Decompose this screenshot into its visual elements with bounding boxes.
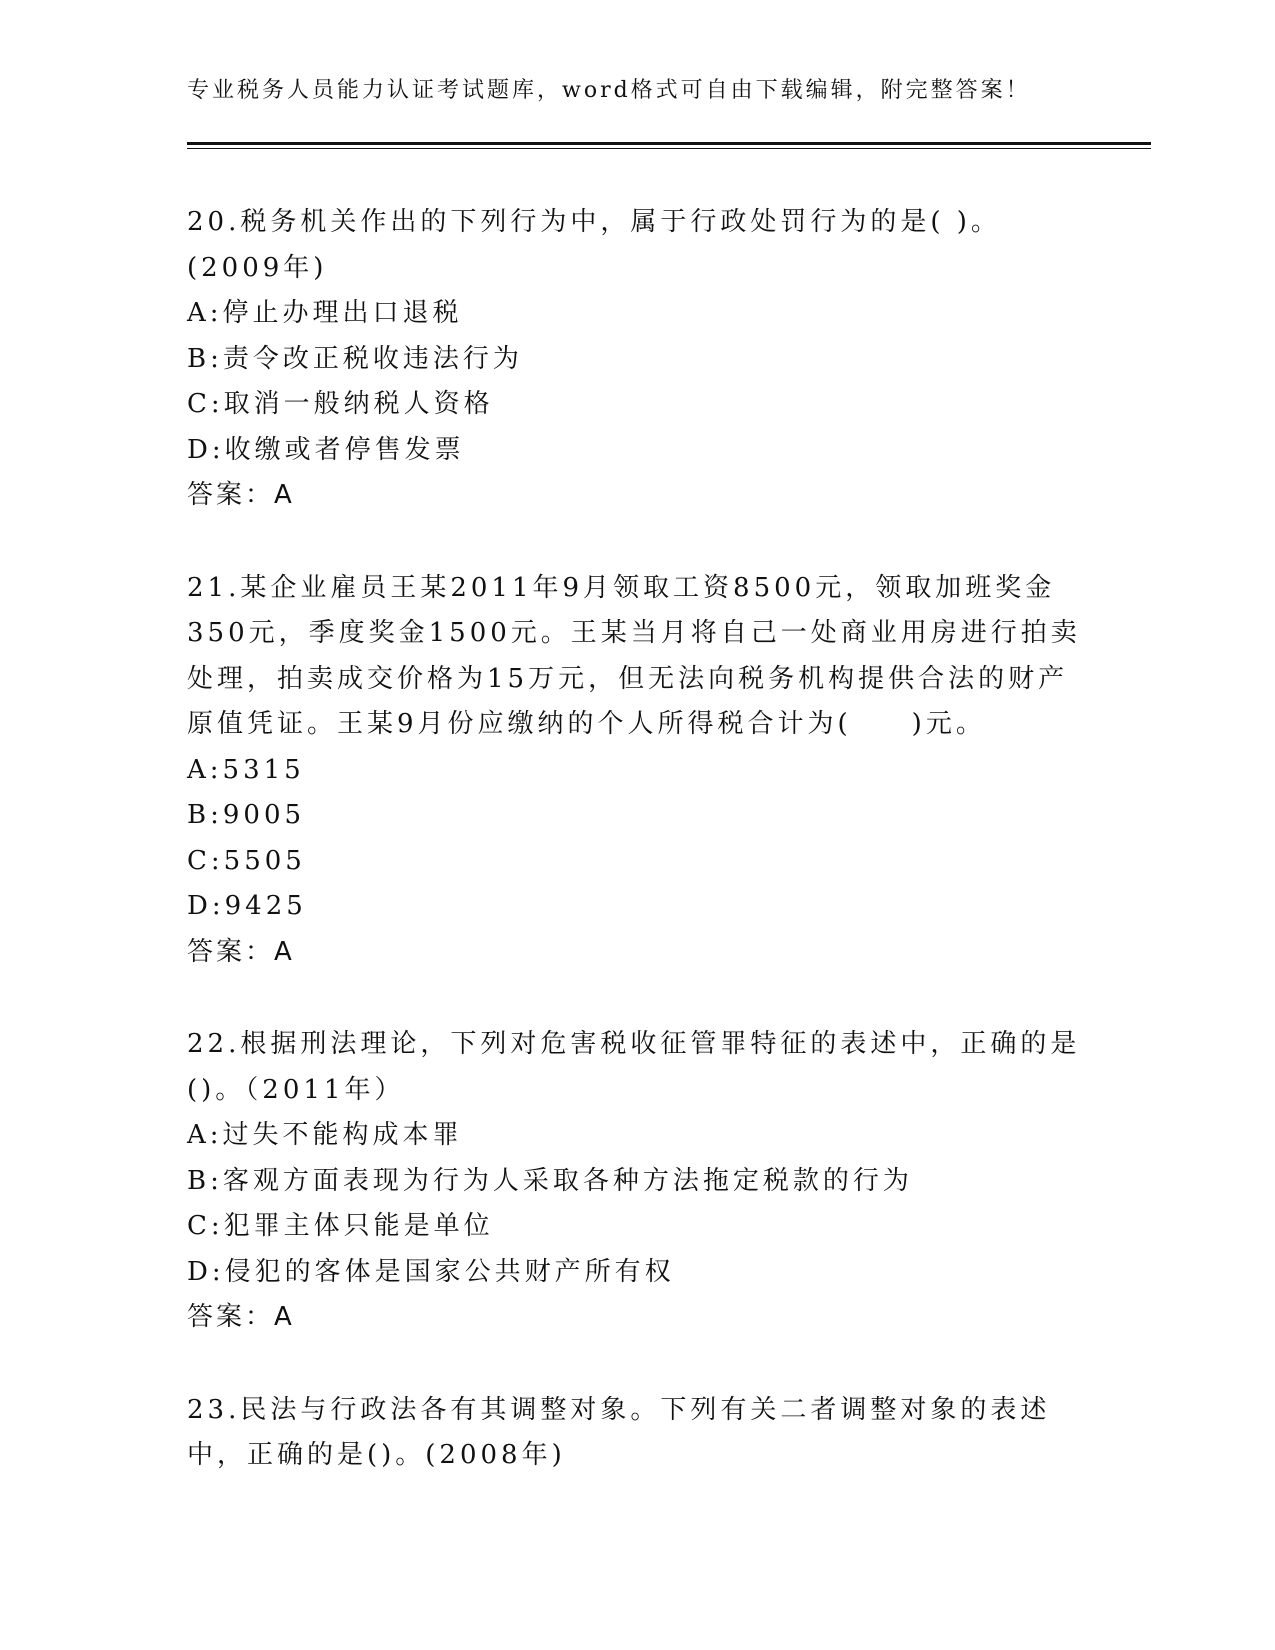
option-a: A:过失不能构成本罪 [187, 1120, 463, 1150]
question-list [187, 200, 1087, 1526]
option-c: C:取消一般纳税人资格 [187, 389, 494, 419]
question-text: 21.某企业雇员王某2011年9月领取工资8500元，领取加班奖金350元，季度奖金1500元。王某当月将自己一处商业用房进行拍卖处理，拍卖成交价格为15万元，但无法向税务机构提供合法的财产原值凭证。王某9月份应缴纳的个人所得税合计为( )元。 [187, 572, 1081, 739]
header-rule-thick [187, 142, 1151, 145]
question-23 [187, 1388, 1087, 1479]
page-header: 专业税务人员能力认证考试题库，word格式可自由下载编辑，附完整答案！ [187, 78, 1031, 103]
option-d: D:收缴或者停售发票 [187, 434, 465, 465]
question-20 [187, 200, 1087, 519]
option-a: A:停止办理出口退税 [187, 298, 463, 328]
answer: 答案：A [187, 480, 295, 510]
question-text: 23.民法与行政法各有其调整对象。下列有关二者调整对象的表述中，正确的是()。(2008年) [187, 1394, 1051, 1470]
question-text: 20.税务机关作出的下列行为中，属于行政处罚行为的是( )。(2009年) [187, 207, 1001, 283]
option-d: D:9425 [187, 891, 307, 921]
answer: 答案：A [187, 936, 295, 967]
option-d: D:侵犯的客体是国家公共财产所有权 [187, 1256, 675, 1287]
option-b: B:客观方面表现为行为人采取各种方法拖定税款的行为 [187, 1165, 913, 1196]
question-22 [187, 1022, 1087, 1341]
question-21 [187, 566, 1087, 976]
option-c: C:犯罪主体只能是单位 [187, 1211, 494, 1241]
option-b: B:责令改正税收违法行为 [187, 343, 523, 374]
question-text: 22.根据刑法理论，下列对危害税收征管罪特征的表述中，正确的是()。（2011年） [187, 1029, 1081, 1105]
answer: 答案：A [187, 1302, 295, 1332]
option-a: A:5315 [187, 754, 305, 785]
option-c: C:5505 [187, 845, 306, 876]
option-b: B:9005 [187, 800, 306, 830]
header-rule-thin [187, 148, 1151, 149]
